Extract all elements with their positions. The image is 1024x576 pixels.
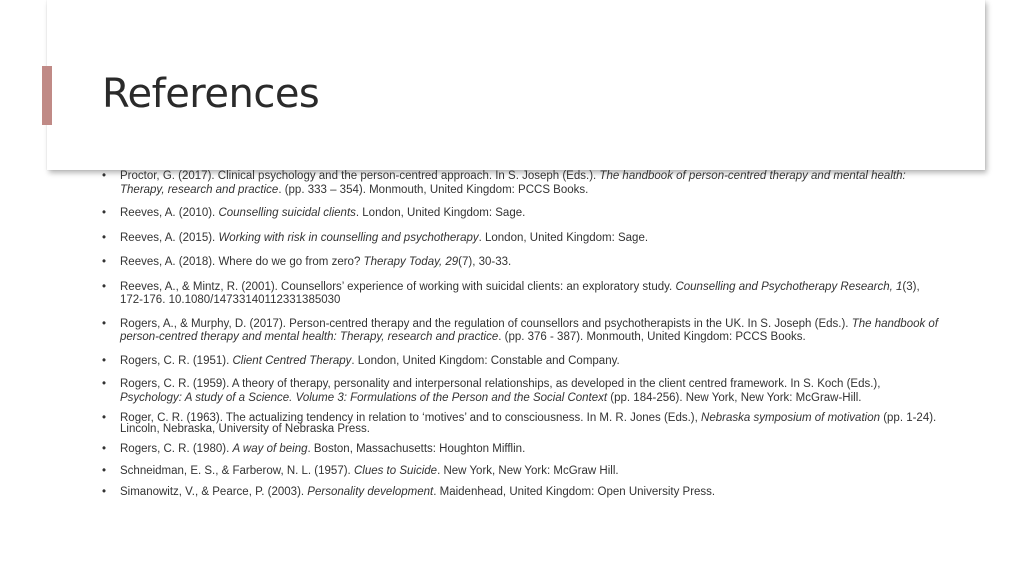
reference-item: • Roger, C. R. (1963). The actualizing tendency in relation to ‘motives’ and to consciousness. In M. R. Jones (Eds.), Nebraska symposium of motivation (pp. 1-24). Lincoln, Nebraska, University of Nebraska Press. [102,413,942,435]
reference-item: • Reeves, A. (2018). Where do we go from zero? Therapy Today, 29(7), 30-33. [102,256,942,270]
reference-item: • Simanowitz, V., & Pearce, P. (2003). Personality development. Maidenhead, United Kingdom: Open University Press. [102,486,942,500]
reference-item: • Rogers, C. R. (1951). Client Centred Therapy. London, United Kingdom: Constable and Company. [102,355,942,369]
reference-item: • Reeves, A. (2015). Working with risk in counselling and psychotherapy. London, United Kingdom: Sage. [102,232,942,246]
reference-item: • Reeves, A., & Mintz, R. (2001). Counsellors’ experience of working with suicidal clients: an exploratory study. Counselling and Psychotherapy Research, 1(3), 172-176. 10.1080/14733140112331385030 [102,281,942,308]
reference-list [102,170,942,500]
reference-item: • Rogers, A., & Murphy, D. (2017). Person-centred therapy and the regulation of counsellors and psychotherapists in the UK. In S. Joseph (Eds.). The handbook of person-centred therapy and mental health: Therapy, research and practice. (pp. 376 - 387). Monmouth, United Kingdom: PCCS Books. [102,318,942,345]
reference-item: • Rogers, C. R. (1959). A theory of therapy, personality and interpersonal relationships, as developed in the client centred framework. In S. Koch (Eds.), Psychology: A study of a Science. Volume 3: Formulations of the Person and the Social Context (pp. 184-256). New York, New York: McGraw-Hill. [102,378,942,405]
reference-item: • Rogers, C. R. (1980). A way of being. Boston, Massachusetts: Houghton Mifflin. [102,443,942,457]
reference-item: • Schneidman, E. S., & Farberow, N. L. (1957). Clues to Suicide. New York, New York: McGraw Hill. [102,465,942,479]
reference-item: • Reeves, A. (2010). Counselling suicidal clients. London, United Kingdom: Sage. [102,207,942,221]
title-accent-bar [42,66,52,125]
reference-item: • Proctor, G. (2017). Clinical psychology and the person-centred approach. In S. Joseph (Eds.). The handbook of person-centred therapy and mental health: Therapy, research and practice. (pp. 333 – 354). Monmouth, United Kingdom: PCCS Books. [102,170,942,197]
slide-title: References [102,71,320,117]
